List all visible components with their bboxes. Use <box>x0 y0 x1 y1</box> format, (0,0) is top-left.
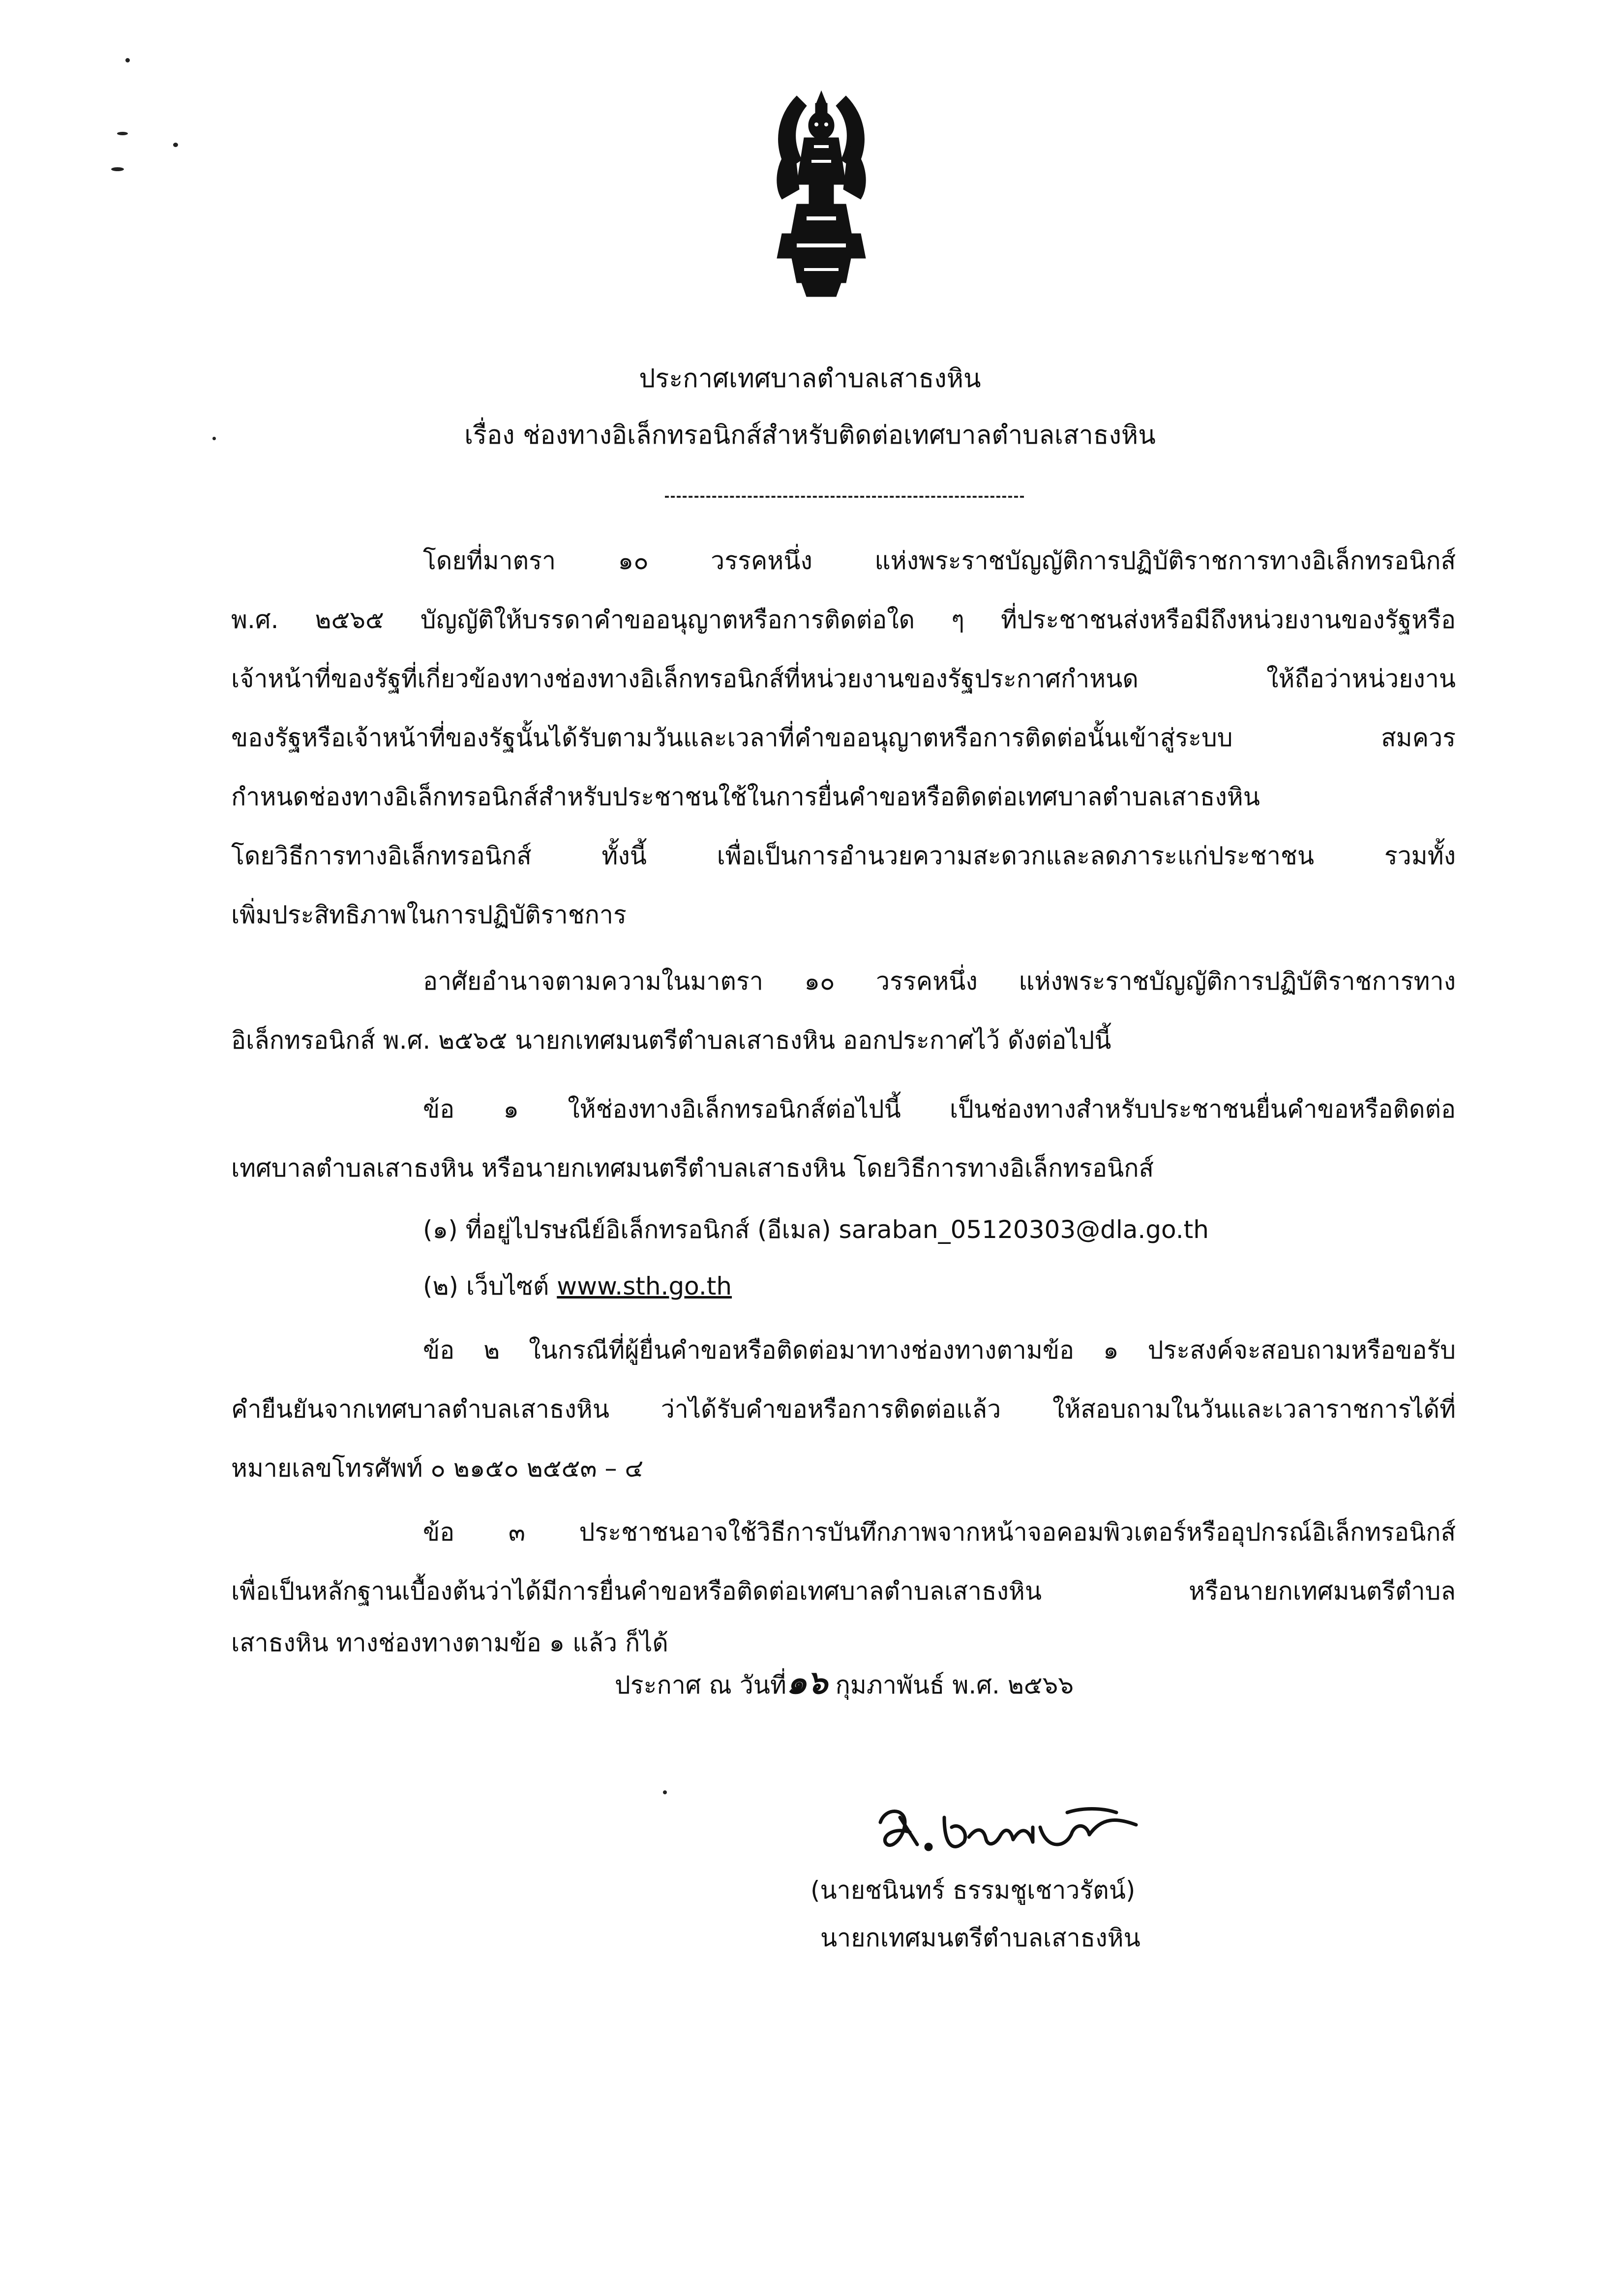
para1-line: เจ้าหน้าที่ของรัฐที่เกี่ยวข้องทางช่องทางอิเล็กทรอนิกส์ที่หน่วยงานของรัฐประกาศกำหนด ให้ถือว่าหน่วยงาน <box>231 665 1456 693</box>
announcement-suffix: กุมภาพันธ์ พ.ศ. ๒๕๖๖ <box>827 1671 1074 1699</box>
clause3-line: ข้อ ๓ ประชาชนอาจใช้วิธีการบันทึกภาพจากหน้าจอคอมพิวเตอร์หรืออุปกรณ์อิเล็กทรอนิกส์ <box>423 1518 1456 1546</box>
website-channel-item <box>423 1269 732 1303</box>
clause2-line: ข้อ ๒ ในกรณีที่ผู้ยื่นคำขอหรือติดต่อมาทางช่องทางตามข้อ ๑ ประสงค์จะสอบถามหรือขอรับ <box>423 1336 1456 1364</box>
para1-line: โดยวิธีการทางอิเล็กทรอนิกส์ ทั้งนี้ เพื่อเป็นการอำนวยความสะดวกและลดภาระแก่ประชาชน รวมทั้ง <box>231 842 1456 870</box>
para1-line: กำหนดช่องทางอิเล็กทรอนิกส์สำหรับประชาชนใช้ในการยื่นคำขอหรือติดต่อเทศบาลตำบลเสาธงหิน <box>231 783 1260 811</box>
scan-speck <box>663 1790 667 1794</box>
signer-name: (นายชนินทร์ ธรรมชูเชาวรัตน์) <box>810 1876 1136 1904</box>
website-link[interactable]: www.sth.go.th <box>557 1272 732 1300</box>
para1-line: โดยที่มาตรา ๑๐ วรรคหนึ่ง แห่งพระราชบัญญัติการปฏิบัติราชการทางอิเล็กทรอนิกส์ <box>423 546 1456 575</box>
para2-line: อิเล็กทรอนิกส์ พ.ศ. ๒๕๖๕ นายกเทศมนตรีตำบลเสาธงหิน ออกประกาศไว้ ดังต่อไปนี้ <box>231 1026 1111 1055</box>
handwritten-signature-icon <box>870 1798 1146 1867</box>
clause2-line: คำยืนยันจากเทศบาลตำบลเสาธงหิน ว่าได้รับคำขอหรือการติดต่อแล้ว ให้สอบถามในวันและเวลาราชการได้ที่ <box>231 1395 1456 1423</box>
para2-line: อาศัยอำนาจตามความในมาตรา ๑๐ วรรคหนึ่ง แห่งพระราชบัญญัติการปฏิบัติราชการทาง <box>423 967 1456 996</box>
signer-title: นายกเทศมนตรีตำบลเสาธงหิน <box>820 1924 1140 1952</box>
announcement-date <box>615 1665 1074 1702</box>
announcement-prefix: ประกาศ ณ วันที่ <box>615 1671 786 1699</box>
clause1-line: ข้อ ๑ ให้ช่องทางอิเล็กทรอนิกส์ต่อไปนี้ เป็นช่องทางสำหรับประชาชนยื่นคำขอหรือติดต่อ <box>423 1095 1456 1123</box>
document-title: ประกาศเทศบาลตำบลเสาธงหิน <box>639 364 981 393</box>
clause3-line: เพื่อเป็นหลักฐานเบื้องต้นว่าได้มีการยื่นคำขอหรือติดต่อเทศบาลตำบลเสาธงหิน หรือนายกเทศมนตรีตำบล <box>231 1577 1456 1605</box>
email-channel-item: (๑) ที่อยู่ไปรษณีย์อิเล็กทรอนิกส์ (อีเมล) saraban_05120303@dla.go.th <box>423 1215 1209 1244</box>
clause2-line: หมายเลขโทรศัพท์ ๐ ๒๑๕๐ ๒๕๕๓ – ๔ <box>231 1454 644 1482</box>
garuda-emblem-icon <box>767 86 875 298</box>
clause1-line: เทศบาลตำบลเสาธงหิน หรือนายกเทศมนตรีตำบลเสาธงหิน โดยวิธีการทางอิเล็กทรอนิกส์ <box>231 1154 1154 1182</box>
scan-speck <box>111 167 124 171</box>
scan-speck <box>117 132 128 135</box>
scan-speck <box>125 58 130 62</box>
header-divider <box>665 496 1024 498</box>
para1-line: เพิ่มประสิทธิภาพในการปฏิบัติราชการ <box>231 901 627 929</box>
announcement-day: ๑๖ <box>786 1663 828 1701</box>
para1-line: ของรัฐหรือเจ้าหน้าที่ของรัฐนั้นได้รับตามวันและเวลาที่คำขออนุญาตหรือการติดต่อนั้นเข้าสู่ระบบ สมควร <box>231 724 1456 752</box>
clause3-line: เสาธงหิน ทางช่องทางตามข้อ ๑ แล้ว ก็ได้ <box>231 1629 668 1657</box>
website-label: (๒) เว็บไซต์ <box>423 1272 557 1300</box>
scan-speck <box>173 143 178 147</box>
para1-line: พ.ศ. ๒๕๖๕ บัญญัติให้บรรดาคำขออนุญาตหรือการติดต่อใด ๆ ที่ประชาชนส่งหรือมีถึงหน่วยงานของรัฐหรือ <box>231 605 1456 634</box>
document-subject: เรื่อง ช่องทางอิเล็กทรอนิกส์สำหรับติดต่อเทศบาลตำบลเสาธงหิน <box>464 421 1156 450</box>
